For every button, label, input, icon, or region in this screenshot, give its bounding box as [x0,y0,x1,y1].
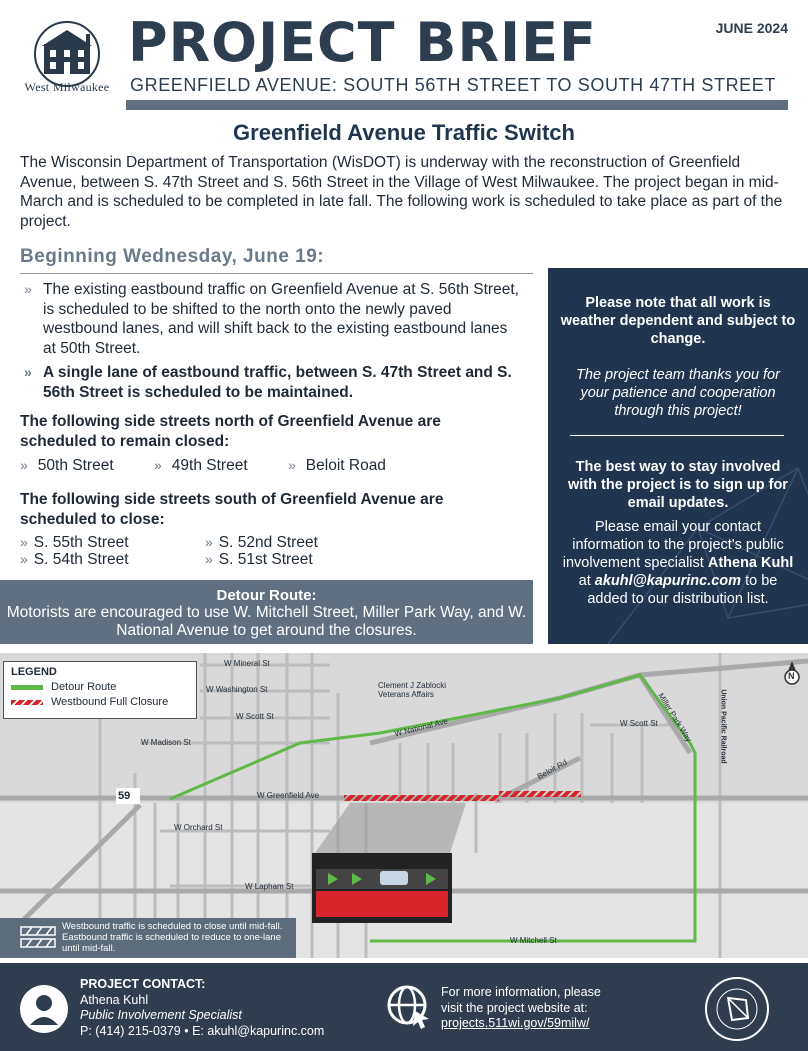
issue-date: JUNE 2024 [715,20,788,36]
street-label: W Scott St [236,712,274,721]
logo-wordmark: West Milwaukee [24,80,110,94]
detour-banner [0,580,533,644]
route-shield: 59 [118,790,131,802]
email-link[interactable]: akuhl@kapurinc.com [594,573,742,589]
footer [0,963,808,1051]
beginning-divider [20,273,533,274]
chevron-right-icon: » [20,534,28,550]
street-name: 49th Street [171,457,248,474]
landmark-label: Clement J Zablocki Veterans Affairs [378,681,447,699]
contact-phone-email[interactable]: P: (414) 215-0379 • E: akuhl@kapurinc.com [80,1023,325,1038]
street-label: W Orchard St [174,823,223,832]
website-link[interactable]: projects.511wi.gov/59milw/ [441,1016,590,1030]
street-name: S. 55th Street [33,534,129,551]
email-instructions [560,518,796,608]
street-name: S. 52nd Street [218,534,318,551]
barrier-icon [20,923,56,951]
street-label: W Lapham St [245,882,294,891]
list-item [205,534,318,552]
contact-title: Public Involvement Specialist [80,1008,242,1022]
street-label: W Mineral St [224,659,270,668]
closure-swatch [11,700,43,705]
page-title: PROJECT BRIEF [128,11,597,74]
list-item [205,551,313,569]
legend-title: LEGEND [11,666,57,678]
list-item [154,457,248,475]
page-subtitle: GREENFIELD AVENUE: SOUTH 56TH STREET TO SOUTH 47TH STREET [130,75,776,95]
chevron-right-icon: » [205,534,213,550]
legend-item-closure [11,696,189,708]
section-title: Greenfield Avenue Traffic Switch [233,120,575,145]
street-label: Union Pacific Railroad [719,689,727,764]
street-label: W Mitchell St [510,936,557,945]
north-arrow-icon: N [788,671,795,681]
chevron-right-icon: » [154,457,162,473]
street-name: Beloit Road [305,457,386,474]
south-streets-heading: The following side streets south of Greenfield Avenue are scheduled to close: [20,491,444,528]
street-label: W National Ave [393,716,449,739]
chevron-right-icon: » [205,551,213,567]
thanks-note: The project team thanks you for your patience and cooperation through this project! [576,367,780,419]
street-label: W Scott St [620,719,658,728]
chevron-right-icon: » [24,281,32,297]
legend-item-detour [11,681,189,693]
info-line: visit the project website at: [441,1000,588,1015]
wisdot-seal [704,976,770,1042]
north-streets-heading: The following side streets north of Greenfield Avenue are scheduled to remain closed: [20,413,441,450]
intro-paragraph: The Wisconsin Department of Transportation (WisDOT) is underway with the reconstruction of Greenfield Avenue, between S. 47th Street and S. 56th Street in the Village of West Milwaukee. The project began in mid-March and is scheduled to be completed in late fall. The following work is scheduled to take place as part of the project. [20,154,783,230]
beginning-heading: Beginning Wednesday, June 19: [20,246,325,267]
info-line: For more information, please [441,985,601,999]
legend-label: Westbound Full Closure [51,696,169,708]
detour-title: Detour Route: [216,587,317,604]
list-item [20,551,129,569]
project-contact [80,977,324,1039]
bullet-text: The existing eastbound traffic on Greenfield Avenue at S. 56th Street, is scheduled to be shifted to the north onto the newly paved westbound lanes, and will shift back to the existing eastbound lanes at 50th Street. [43,281,519,357]
list-item [24,280,524,358]
legend-label: Detour Route [51,681,117,693]
weather-note: Please note that all work is weather dependent and subject to change. [560,295,796,347]
list-item [24,363,524,402]
chevron-right-icon: » [20,551,28,567]
chevron-right-icon: » [24,364,32,380]
map-legend [3,661,197,719]
list-item [288,457,386,475]
chevron-right-icon: » [288,457,296,473]
globe-cursor-icon [385,983,433,1031]
street-label: W Washington St [206,685,268,694]
contact-name: Athena Kuhl [707,555,794,571]
contact-name: Athena Kuhl [80,992,149,1007]
beginning-bullet-list [24,280,524,407]
detour-swatch [11,685,43,690]
street-name: S. 54th Street [33,551,129,568]
map-note-text: Westbound traffic is scheduled to close until mid-fall. Eastbound traffic is scheduled to reduce to one-lane until mid-fall. [62,921,283,954]
header-divider [126,100,788,110]
bullet-text: A single lane of eastbound traffic, between S. 47th Street and S. 56th Street is scheduled to be maintained. [43,364,512,401]
contact-label: PROJECT CONTACT: [80,977,206,991]
website-info [441,985,601,1032]
street-label: Beloit Rd [535,757,569,782]
street-label: Miller Park Way [656,691,694,744]
email-suffix: to be added to our distribution list. [587,573,778,607]
person-icon [20,985,68,1033]
street-name: S. 51st Street [218,551,313,568]
chevron-right-icon: » [20,457,28,473]
email-at: at [578,573,591,589]
detour-body: Motorists are encouraged to use W. Mitchell Street, Miller Park Way, and W. National Avenue to get around the closures. [6,604,527,639]
note-divider [570,435,784,436]
stay-involved-note: The best way to stay involved with the project is to sign up for email updates. [568,459,788,511]
map-note [0,918,296,958]
street-label: W Madison St [141,738,191,747]
list-item [20,457,114,475]
list-item [20,534,129,552]
note-box [548,268,808,644]
street-label: W Greenfield Ave [257,791,320,800]
email-prefix: Please email your contact information to the project's public involvement specialist [562,519,784,571]
street-name: 50th Street [37,457,114,474]
